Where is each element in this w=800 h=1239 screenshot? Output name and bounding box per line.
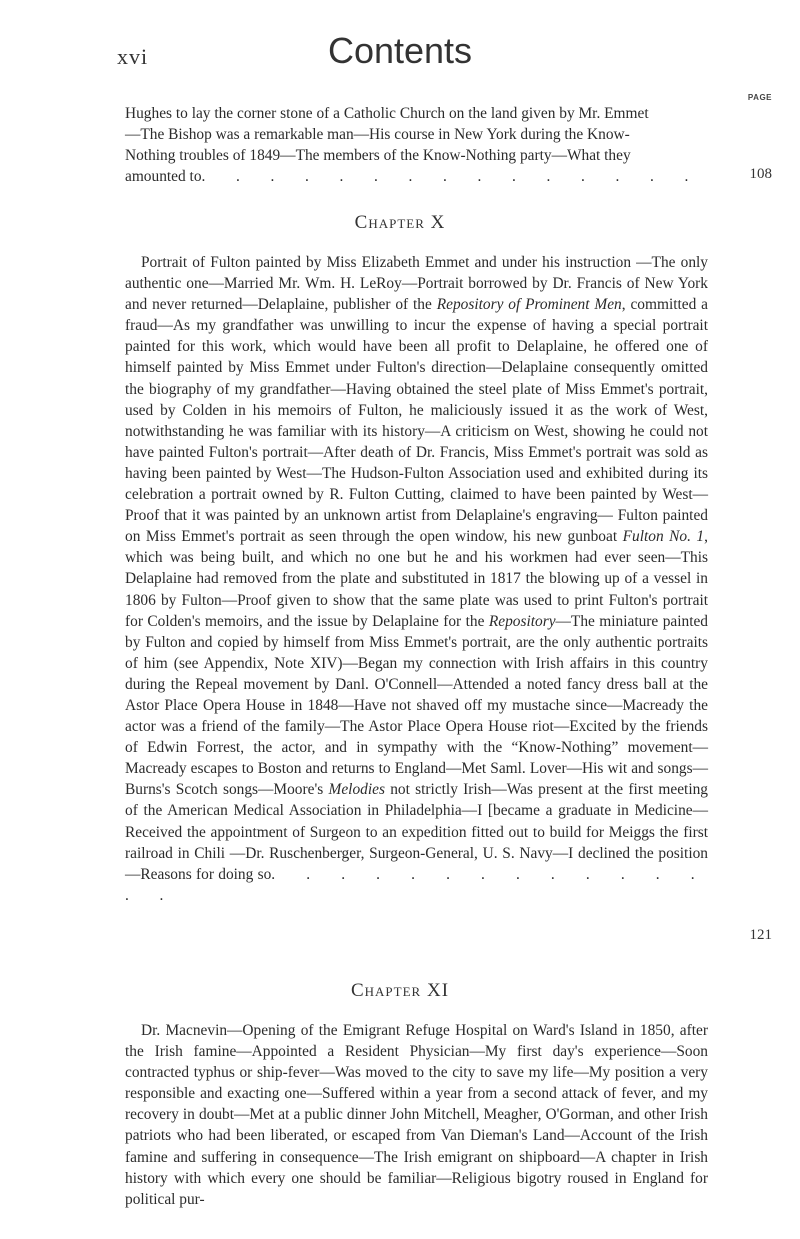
toc-entry-chapter-x (125, 252, 708, 906)
chapter-x-summary (125, 252, 708, 906)
chapter-xi-summary: Dr. Macnevin—Opening of the Emigrant Refuge Hospital on Ward's Island in 1850, after the Irish famine—Appointed a Resident Physician—My first day's experience—Soon contracted typhus or ship-fever—Was moved to the city to save my life—My position a very responsible and exacting one—Suffered within a year from a second attack of fever, and my recovery in doubt—Met at a public dinner John Mitchell, Meagher, O'Gorman, and other Irish patriots who had been liberated, or escaped from Van Dieman's Land—Account of the Irish famine and suffering in consequence—The Irish emigrant on shipboard—A chapter in Irish history with which every one should be familiar—Religious bigotry roused in England for political pur- (125, 1022, 708, 1208)
summary-italic-title: Melodies (328, 781, 385, 799)
entry-line: amounted to (125, 168, 202, 186)
summary-italic-title: Fulton No. 1 (622, 528, 705, 546)
entry-page-number: 108 (749, 166, 772, 182)
entry-line: Nothing troubles of 1849—The members of the Know-Nothing party—What they (125, 147, 631, 165)
summary-text: —The miniature painted by Fulton and copied by himself from Miss Emmet's portrait, are the only authentic portraits of him (see Appendix, Note XIV)—Began my connection with Irish affairs in this country during the Repeal movement by Danl. O'Connell—Attended a noted fancy dress ball at the Astor Place Opera House in 1848—Have not shaved off my mustache since—Macready the actor was a friend of the family—The Astor Place Opera House riot—Excited by the friends of Edwin Forrest, the actor, and in sympathy with the “Know-Nothing” movement—Macready escapes to Boston and returns to England—Met Saml. Lover—His wit and songs—Burns's Scotch songs—Moore's (125, 612, 708, 799)
summary-text: Portrait of Fulton painted by Miss Elizabeth Emmet and under his instruction —The only authentic one—Married Mr. Wm. H. LeRoy—Portrait borrowed by Dr. Francis of New York and never returned—Delaplaine, publisher of the (125, 254, 708, 314)
summary-italic-title: Repository of Prominent Men (436, 296, 622, 314)
toc-entry-continued (125, 103, 708, 187)
entry-page-number: 121 (749, 927, 772, 943)
entry-line: Hughes to lay the corner stone of a Catholic Church on the land given by Mr. Emmet (125, 105, 649, 122)
entry-line: —The Bishop was a remarkable man—His course in New York during the Know- (125, 126, 630, 144)
page-column-label: PAGE (747, 93, 772, 102)
leader-dots: . . . . . . . . . . . . . . . (125, 865, 708, 904)
summary-italic-title: Repository (488, 612, 556, 630)
leader-dots: . . . . . . . . . . . . . . . (201, 168, 702, 186)
summary-text: not strictly Irish—Was present at the first meeting of the American Medical Association in Philadelphia—I [became a graduate in Medicine—Received the appointment of Surgeon to an expedition fitted out to build for Meiggs the first railroad in Chili —Dr. Ruschenberger, Surgeon-General, U. S. Navy—I declined the position—Reasons for doing so (125, 781, 708, 883)
page-header (0, 30, 800, 80)
summary-text: , committed a fraud—As my grandfather was unwilling to incur the expense of having a special portrait painted for this work, which would have been all profit to Delaplaine, he offered one of himself painted by Miss Emmet under Fulton's direction—Delaplaine consequently omitted the biography of my grandfather—Having obtained the steel plate of Miss Emmet's portrait, used by Colden in his memoirs of Fulton, he maliciously issued it as the work of West, notwithstanding he was familiar with its history—A criticism on West, showing he could not have painted Fulton's portrait—After death of Dr. Francis, Miss Emmet's portrait was sold as having been painted by West—The Hudson-Fulton Association used and exhibited during its celebration a portrait owned by R. Fulton Cutting, claimed to have been painted by West—Proof that it was painted by an unknown artist from Delaplaine's engraving— Fulton painted on Miss Emmet's portrait as seen through the open window, his new gunboat (125, 296, 708, 546)
toc-entry-chapter-xi (125, 1020, 708, 1210)
page-title: Contents (327, 30, 473, 71)
entry-last-line (125, 166, 708, 187)
chapter-heading: Chapter XI (350, 980, 450, 1001)
summary-text: , which was being built, and which no one but he and his workmen had ever seen—This Delaplaine had removed from the plate and substituted in 1817 the blowing up of a vessel in 1806 by Fulton—Proof given to show that the same plate was used to print Fulton's portrait for Colden's memoirs, and the issue by Delaplaine for the (125, 528, 708, 630)
chapter-heading: Chapter X (354, 212, 446, 233)
page-number: xvi (117, 44, 149, 69)
